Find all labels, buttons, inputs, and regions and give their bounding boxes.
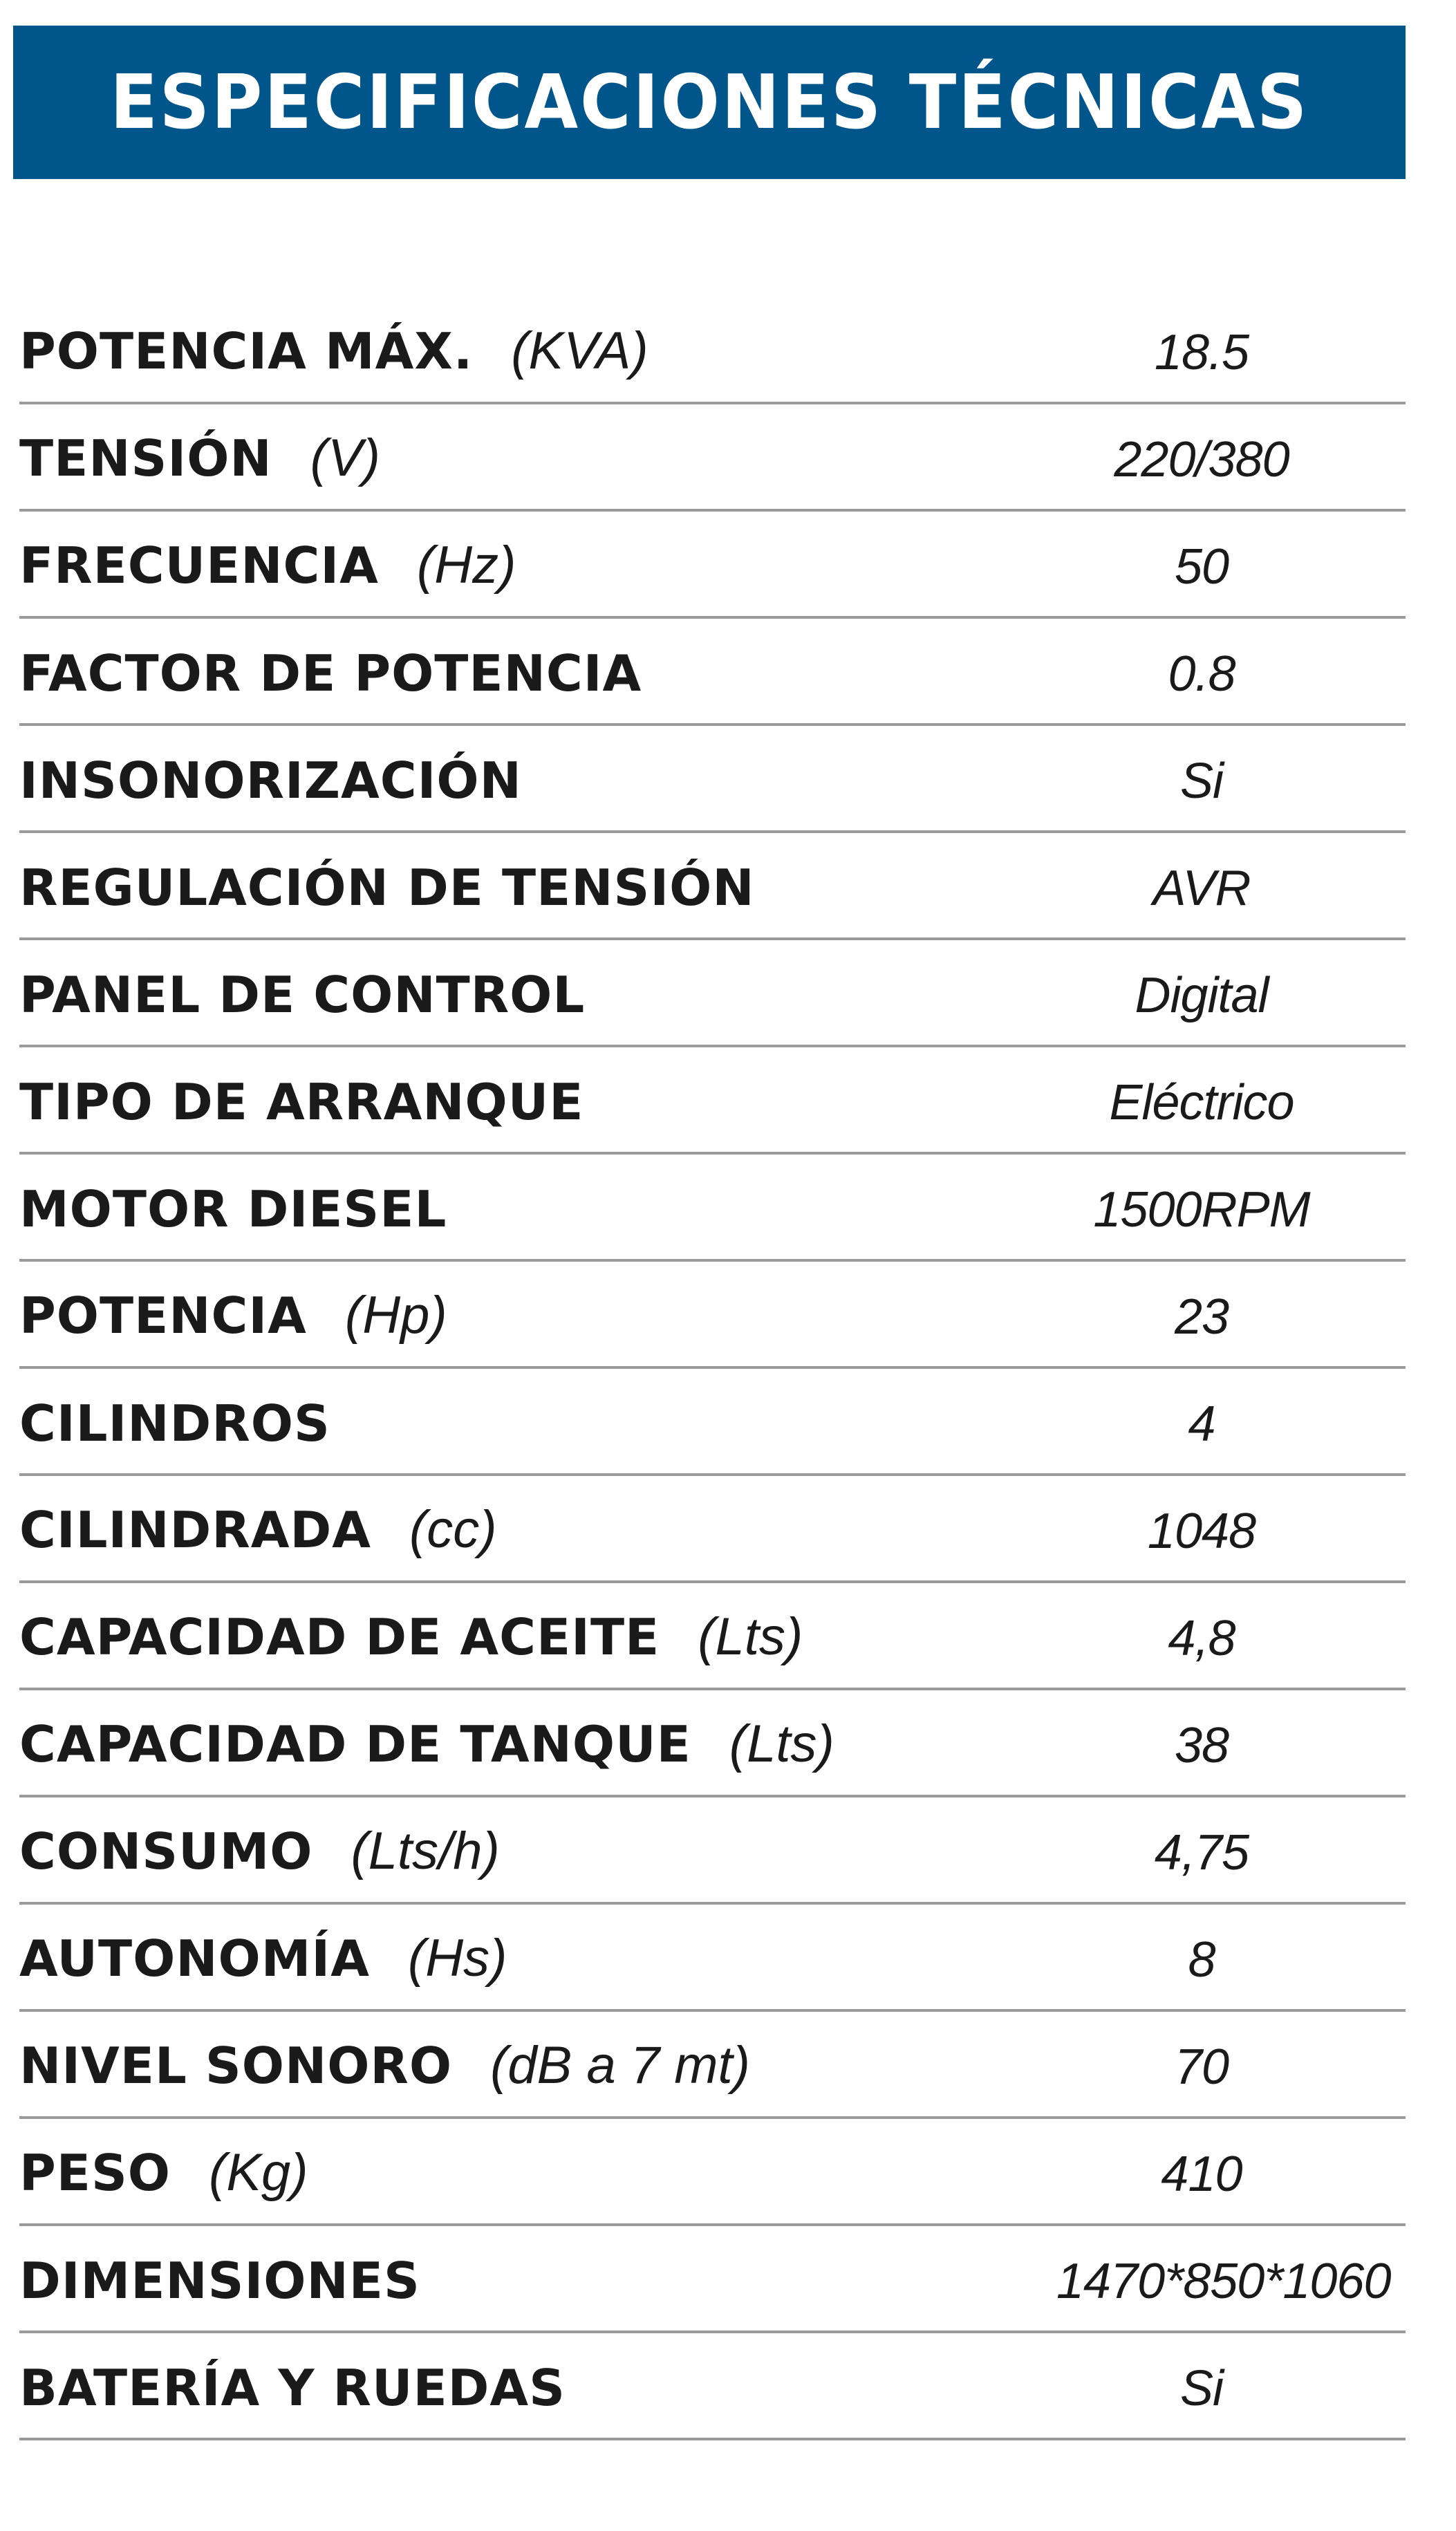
spec-label bbox=[19, 2252, 420, 2310]
spec-label bbox=[19, 859, 755, 917]
spec-label bbox=[19, 2035, 750, 2095]
spec-value: Eléctrico bbox=[1109, 1075, 1294, 1130]
spec-unit: (Lts/h) bbox=[351, 1822, 500, 1880]
page-title: ESPECIFICACIONES TÉCNICAS bbox=[110, 59, 1309, 146]
spec-value: 220/380 bbox=[1114, 432, 1289, 487]
spec-row bbox=[19, 1047, 1406, 1155]
spec-name: NIVEL SONORO bbox=[19, 2037, 453, 2095]
spec-row bbox=[19, 2012, 1406, 2119]
spec-row bbox=[19, 1476, 1406, 1583]
spec-label bbox=[19, 535, 516, 595]
spec-name: CILINDRADA bbox=[19, 1501, 371, 1559]
spec-label bbox=[19, 644, 642, 702]
spec-row bbox=[19, 1155, 1406, 1262]
spec-label bbox=[19, 1180, 447, 1238]
spec-name: CONSUMO bbox=[19, 1822, 313, 1880]
spec-row bbox=[19, 1690, 1406, 1797]
spec-label bbox=[19, 428, 380, 488]
spec-name: CAPACIDAD DE ACEITE bbox=[19, 1608, 660, 1666]
spec-row bbox=[19, 1583, 1406, 1690]
spec-label bbox=[19, 1394, 330, 1453]
spec-value: Digital bbox=[1135, 968, 1269, 1023]
spec-label bbox=[19, 2142, 308, 2203]
spec-value: 38 bbox=[1174, 1718, 1229, 1773]
spec-label bbox=[19, 1928, 507, 1988]
spec-label bbox=[19, 1500, 497, 1560]
spec-name: POTENCIA MÁX. bbox=[19, 322, 474, 380]
spec-value: 4 bbox=[1188, 1397, 1215, 1452]
spec-row bbox=[19, 940, 1406, 1047]
spec-name: BATERÍA Y RUEDAS bbox=[19, 2359, 566, 2417]
spec-unit: (cc) bbox=[409, 1500, 497, 1559]
spec-unit: (Lts) bbox=[698, 1607, 803, 1666]
spec-name: CAPACIDAD DE TANQUE bbox=[19, 1715, 691, 1773]
spec-unit: (Lts) bbox=[729, 1715, 834, 1773]
spec-label bbox=[19, 1821, 500, 1881]
spec-row bbox=[19, 1905, 1406, 2012]
spec-name: TENSIÓN bbox=[19, 429, 272, 487]
spec-name: MOTOR DIESEL bbox=[19, 1180, 447, 1238]
spec-label bbox=[19, 1607, 803, 1667]
spec-value: 1500RPM bbox=[1093, 1182, 1310, 1238]
spec-label bbox=[19, 2359, 566, 2417]
spec-row bbox=[19, 1797, 1406, 1905]
spec-value: AVR bbox=[1152, 861, 1251, 916]
spec-name: PESO bbox=[19, 2144, 171, 2202]
spec-row bbox=[19, 619, 1406, 726]
spec-unit: (dB a 7 mt) bbox=[490, 2036, 750, 2095]
spec-name: CILINDROS bbox=[19, 1394, 330, 1453]
spec-value: 70 bbox=[1174, 2039, 1229, 2095]
spec-name: TIPO DE ARRANQUE bbox=[19, 1073, 584, 1131]
spec-unit: (KVA) bbox=[511, 321, 648, 380]
spec-name: DIMENSIONES bbox=[19, 2252, 420, 2310]
spec-label bbox=[19, 966, 585, 1024]
spec-name: INSONORIZACIÓN bbox=[19, 751, 522, 810]
spec-row bbox=[19, 512, 1406, 619]
spec-row bbox=[19, 1369, 1406, 1476]
spec-value: 1470*850*1060 bbox=[1056, 2254, 1391, 2309]
spec-name: AUTONOMÍA bbox=[19, 1930, 370, 1988]
spec-label bbox=[19, 1714, 834, 1774]
spec-value: 18.5 bbox=[1154, 325, 1249, 380]
spec-row bbox=[19, 2119, 1406, 2226]
spec-value: Si bbox=[1179, 754, 1224, 809]
spec-row bbox=[19, 297, 1406, 404]
spec-unit: (Hp) bbox=[344, 1286, 447, 1345]
spec-label bbox=[19, 1285, 447, 1345]
spec-value: 8 bbox=[1188, 1932, 1215, 1988]
spec-name: FACTOR DE POTENCIA bbox=[19, 644, 642, 702]
spec-name: FRECUENCIA bbox=[19, 536, 379, 595]
spec-label bbox=[19, 1073, 584, 1131]
spec-value: 23 bbox=[1174, 1289, 1229, 1345]
spec-label bbox=[19, 321, 648, 381]
spec-value: 0.8 bbox=[1168, 646, 1235, 702]
spec-row bbox=[19, 2333, 1406, 2440]
spec-name: POTENCIA bbox=[19, 1287, 307, 1345]
spec-value: 4,75 bbox=[1154, 1825, 1249, 1880]
spec-row bbox=[19, 1262, 1406, 1369]
spec-row bbox=[19, 833, 1406, 940]
spec-value: 50 bbox=[1174, 539, 1229, 595]
spec-unit: (V) bbox=[310, 429, 380, 487]
spec-unit: (Hs) bbox=[407, 1929, 507, 1988]
spec-value: 1048 bbox=[1147, 1504, 1256, 1559]
spec-label bbox=[19, 751, 522, 810]
spec-name: REGULACIÓN DE TENSIÓN bbox=[19, 859, 755, 917]
specs-table bbox=[19, 297, 1406, 2440]
spec-row bbox=[19, 2226, 1406, 2333]
section-header bbox=[13, 26, 1406, 179]
spec-unit: (Hz) bbox=[416, 536, 516, 595]
spec-unit: (Kg) bbox=[209, 2143, 308, 2202]
spec-value: Si bbox=[1179, 2361, 1224, 2416]
spec-value: 410 bbox=[1161, 2147, 1242, 2202]
spec-value: 4,8 bbox=[1168, 1611, 1235, 1666]
spec-name: PANEL DE CONTROL bbox=[19, 966, 586, 1024]
spec-row bbox=[19, 726, 1406, 833]
spec-row bbox=[19, 404, 1406, 512]
